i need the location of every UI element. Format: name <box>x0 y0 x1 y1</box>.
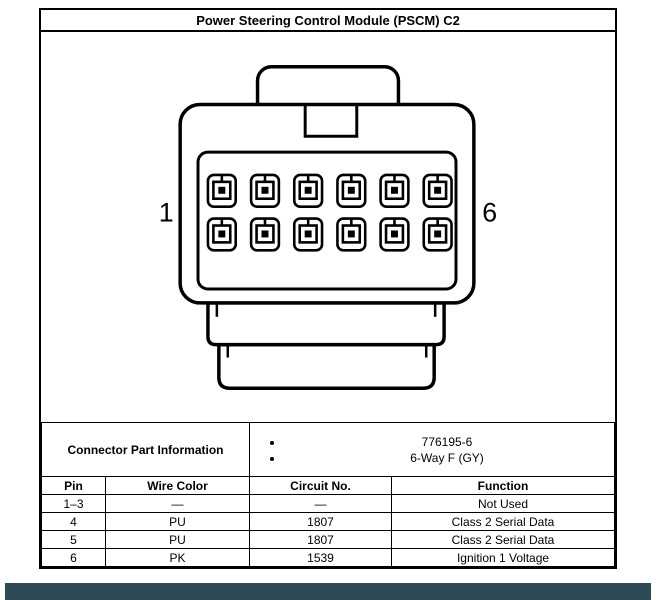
cell-circuit-no: 1539 <box>250 549 392 567</box>
pin-terminal <box>208 218 236 250</box>
pin-terminal <box>251 218 279 250</box>
part-info-item: • 776195-6 <box>284 435 610 449</box>
cell-circuit-no: 1807 <box>250 513 392 531</box>
cell-function: Not Used <box>392 495 615 513</box>
col-header-circuit-no: Circuit No. <box>250 477 392 495</box>
connector-doc <box>39 8 617 569</box>
cell-wire-color: — <box>106 495 250 513</box>
cell-pin: 1–3 <box>42 495 106 513</box>
table-row <box>42 513 615 531</box>
col-header-function: Function <box>392 477 615 495</box>
pin-terminal <box>294 174 322 206</box>
cell-circuit-no: — <box>250 495 392 513</box>
pin-number-last: 6 <box>482 197 498 228</box>
connector-step-lower <box>219 344 434 388</box>
pin-terminal <box>337 218 365 250</box>
pin-terminal <box>381 174 409 206</box>
pin-number-first: 1 <box>158 197 174 228</box>
table-row <box>42 549 615 567</box>
cell-wire-color: PK <box>106 549 250 567</box>
pin-table <box>41 422 615 567</box>
pin-terminal <box>424 218 452 250</box>
table-row <box>42 531 615 549</box>
part-info-row <box>42 423 615 477</box>
pin-terminal <box>424 174 452 206</box>
cell-function: Class 2 Serial Data <box>392 531 615 549</box>
cell-wire-color: PU <box>106 531 250 549</box>
part-info-label: Connector Part Information <box>42 423 250 477</box>
table-header-row <box>42 477 615 495</box>
cell-wire-color: PU <box>106 513 250 531</box>
connector-diagram-area <box>41 32 615 422</box>
bottom-bar <box>5 583 651 600</box>
cell-function: Class 2 Serial Data <box>392 513 615 531</box>
pin-terminal <box>381 218 409 250</box>
pin-terminal <box>337 174 365 206</box>
cell-circuit-no: 1807 <box>250 531 392 549</box>
connector-step-upper <box>208 302 444 344</box>
pin-terminal <box>294 218 322 250</box>
page-title: Power Steering Control Module (PSCM) C2 <box>41 10 615 32</box>
cell-pin: 6 <box>42 549 106 567</box>
part-info-items <box>250 423 615 477</box>
connector-diagram <box>41 35 615 420</box>
pin-terminal <box>208 174 236 206</box>
part-info-item: • 6-Way F (GY) <box>284 451 610 465</box>
col-header-pin: Pin <box>42 477 106 495</box>
table-row <box>42 495 615 513</box>
pin-terminal <box>251 174 279 206</box>
cell-pin: 4 <box>42 513 106 531</box>
col-header-wire-color: Wire Color <box>106 477 250 495</box>
cell-pin: 5 <box>42 531 106 549</box>
cell-function: Ignition 1 Voltage <box>392 549 615 567</box>
